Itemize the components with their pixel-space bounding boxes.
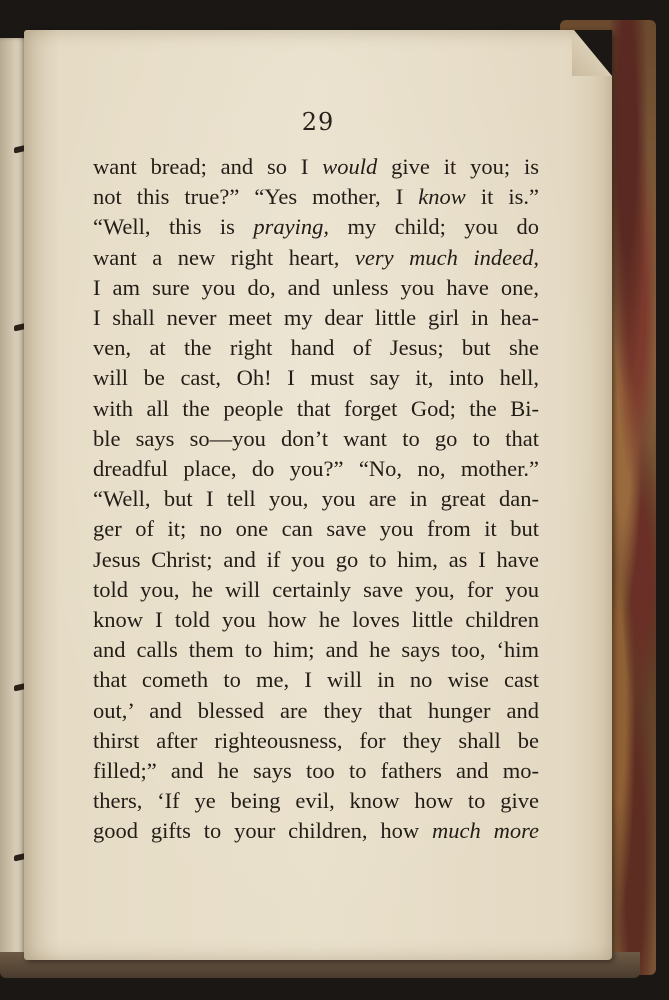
text-segment: ger of it; no one can save you from it but	[93, 516, 539, 542]
text-segment: that cometh to me, I will in no wise cast	[93, 667, 539, 693]
text-segment: filled;” and he says too to fathers and mo-	[93, 758, 539, 784]
text-line	[93, 665, 539, 695]
text-segment: ble says so—you don’t want to go to that	[93, 425, 539, 451]
text-line	[93, 514, 539, 544]
text-line	[93, 243, 539, 273]
text-line	[93, 273, 539, 303]
text-line	[93, 484, 539, 514]
text-line	[93, 756, 539, 786]
text-line	[93, 454, 539, 484]
text-segment: thers, ‘If ye being evil, know how to give	[93, 788, 539, 814]
page-text	[93, 152, 539, 847]
text-line	[93, 182, 539, 212]
text-line	[93, 394, 539, 424]
italic-text: very much indeed,	[354, 244, 539, 270]
text-segment: I shall never meet my dear little girl in hea-	[93, 305, 539, 331]
text-segment: will be cast, Oh! I must say it, into hell,	[93, 365, 539, 391]
text-segment: dreadful place, do you?” “No, no, mother.”	[93, 456, 539, 482]
text-segment: thirst after righteousness, for they shall be	[93, 727, 539, 753]
text-line	[93, 726, 539, 756]
text-segment: told you, he will certainly save you, for you	[93, 576, 539, 602]
text-segment: ven, at the right hand of Jesus; but she	[93, 335, 539, 361]
text-line	[93, 212, 539, 242]
text-segment: not this true?” “Yes mother, I	[93, 184, 419, 210]
text-line	[93, 333, 539, 363]
italic-text: much more	[431, 818, 539, 844]
text-segment: it is.”	[465, 184, 540, 210]
text-line	[93, 152, 539, 182]
text-segment: want a new right heart,	[93, 244, 355, 270]
text-segment: and calls them to him; and he says too, ‘him	[93, 637, 539, 663]
text-segment: give it you; is	[377, 154, 539, 179]
italic-text: know	[418, 184, 466, 210]
text-segment: want bread; and so I	[93, 154, 323, 179]
text-segment: “Well, this is	[93, 214, 254, 240]
text-line	[93, 696, 539, 726]
text-segment: my child; you do	[329, 214, 539, 240]
text-line	[93, 303, 539, 333]
text-segment: with all the people that forget God; the Bi-	[93, 395, 539, 421]
text-segment: I am sure you do, and unless you have one,	[93, 274, 539, 300]
text-line	[93, 424, 539, 454]
text-line	[93, 816, 539, 846]
page-number: 29	[301, 108, 335, 136]
text-line	[93, 363, 539, 393]
text-segment: “Well, but I tell you, you are in great dan-	[93, 486, 539, 512]
previous-page-edge	[0, 38, 26, 956]
italic-text: praying,	[253, 214, 329, 240]
italic-text: would	[322, 154, 378, 179]
text-segment: good gifts to your children, how	[93, 818, 432, 844]
text-segment: know I told you how he loves little children	[93, 607, 539, 633]
text-line	[93, 605, 539, 635]
text-segment: Jesus Christ; and if you go to him, as I have	[93, 546, 539, 572]
text-segment: out,’ and blessed are they that hunger and	[93, 697, 539, 723]
text-line	[93, 635, 539, 665]
folded-corner-shadow	[574, 30, 612, 76]
text-line	[93, 545, 539, 575]
text-line	[93, 575, 539, 605]
text-line	[93, 786, 539, 816]
book-page	[24, 30, 612, 960]
